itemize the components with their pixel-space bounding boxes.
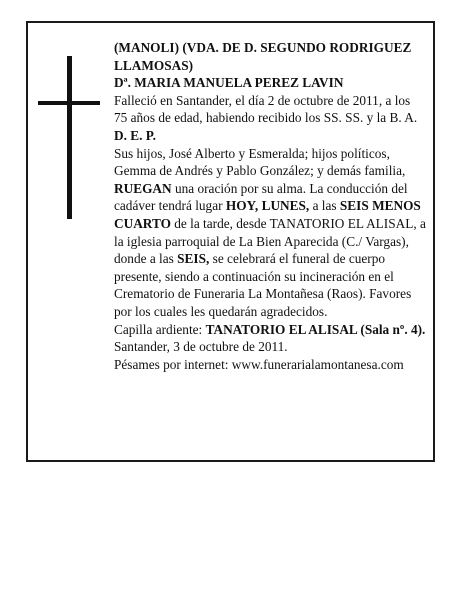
cross-vertical-bar <box>67 56 72 219</box>
date-line: Santander, 3 de octubre de 2011. <box>114 339 288 355</box>
obituary-notice <box>26 21 435 462</box>
family-text-3: a las <box>309 198 340 214</box>
deceased-name: Dª. MARIA MANUELA PEREZ LAVIN <box>114 75 344 91</box>
family-text-2: una oración por su alma. La conducción del cadáver tendrá lugar <box>114 180 408 214</box>
header-aliases: (MANOLI) (VDA. DE D. SEGUNDO RODRIGUEZ LLAMOSAS) <box>114 40 412 73</box>
cross-icon <box>38 56 100 219</box>
mass-time: SEIS, <box>177 251 210 267</box>
chapel-line <box>114 321 426 339</box>
chapel-location: TANATORIO EL ALISAL (Sala nº. 4). <box>205 321 426 337</box>
family-text-4: de la tarde, desde TANATORIO EL ALISAL, a la iglesia parroquial de La Bien Aparecida (C./ Vargas), donde a las <box>114 215 426 267</box>
notice-body <box>114 39 426 373</box>
family-paragraph <box>114 145 426 321</box>
chapel-label: Capilla ardiente: <box>114 321 206 337</box>
death-info: Falleció en Santander, el día 2 de octubre de 2011, a los 75 años de edad, habiendo recibido los SS. SS. y la B. A. <box>114 92 418 126</box>
family-text-5: se celebrará el funeral de cuerpo presente, siendo a continuación su incineración en el Crematorio de Funeraria La Montañesa (Raos). Favores por los cuales les quedarán agradecidos. <box>114 251 412 319</box>
funeral-time: SEIS MENOS CUARTO <box>114 198 421 231</box>
condolences-line: Pésames por internet: www.funerarialamontanesa.com <box>114 356 404 372</box>
funeral-day: HOY, LUNES, <box>225 198 310 214</box>
cross-horizontal-bar <box>38 101 100 105</box>
family-text-1: Sus hijos, José Alberto y Esmeralda; hijos políticos, Gemma de Andrés y Pablo González; y demás familia, <box>114 145 406 179</box>
ruegan-word: RUEGAN <box>114 180 172 196</box>
dep-line: D. E. P. <box>114 127 156 143</box>
